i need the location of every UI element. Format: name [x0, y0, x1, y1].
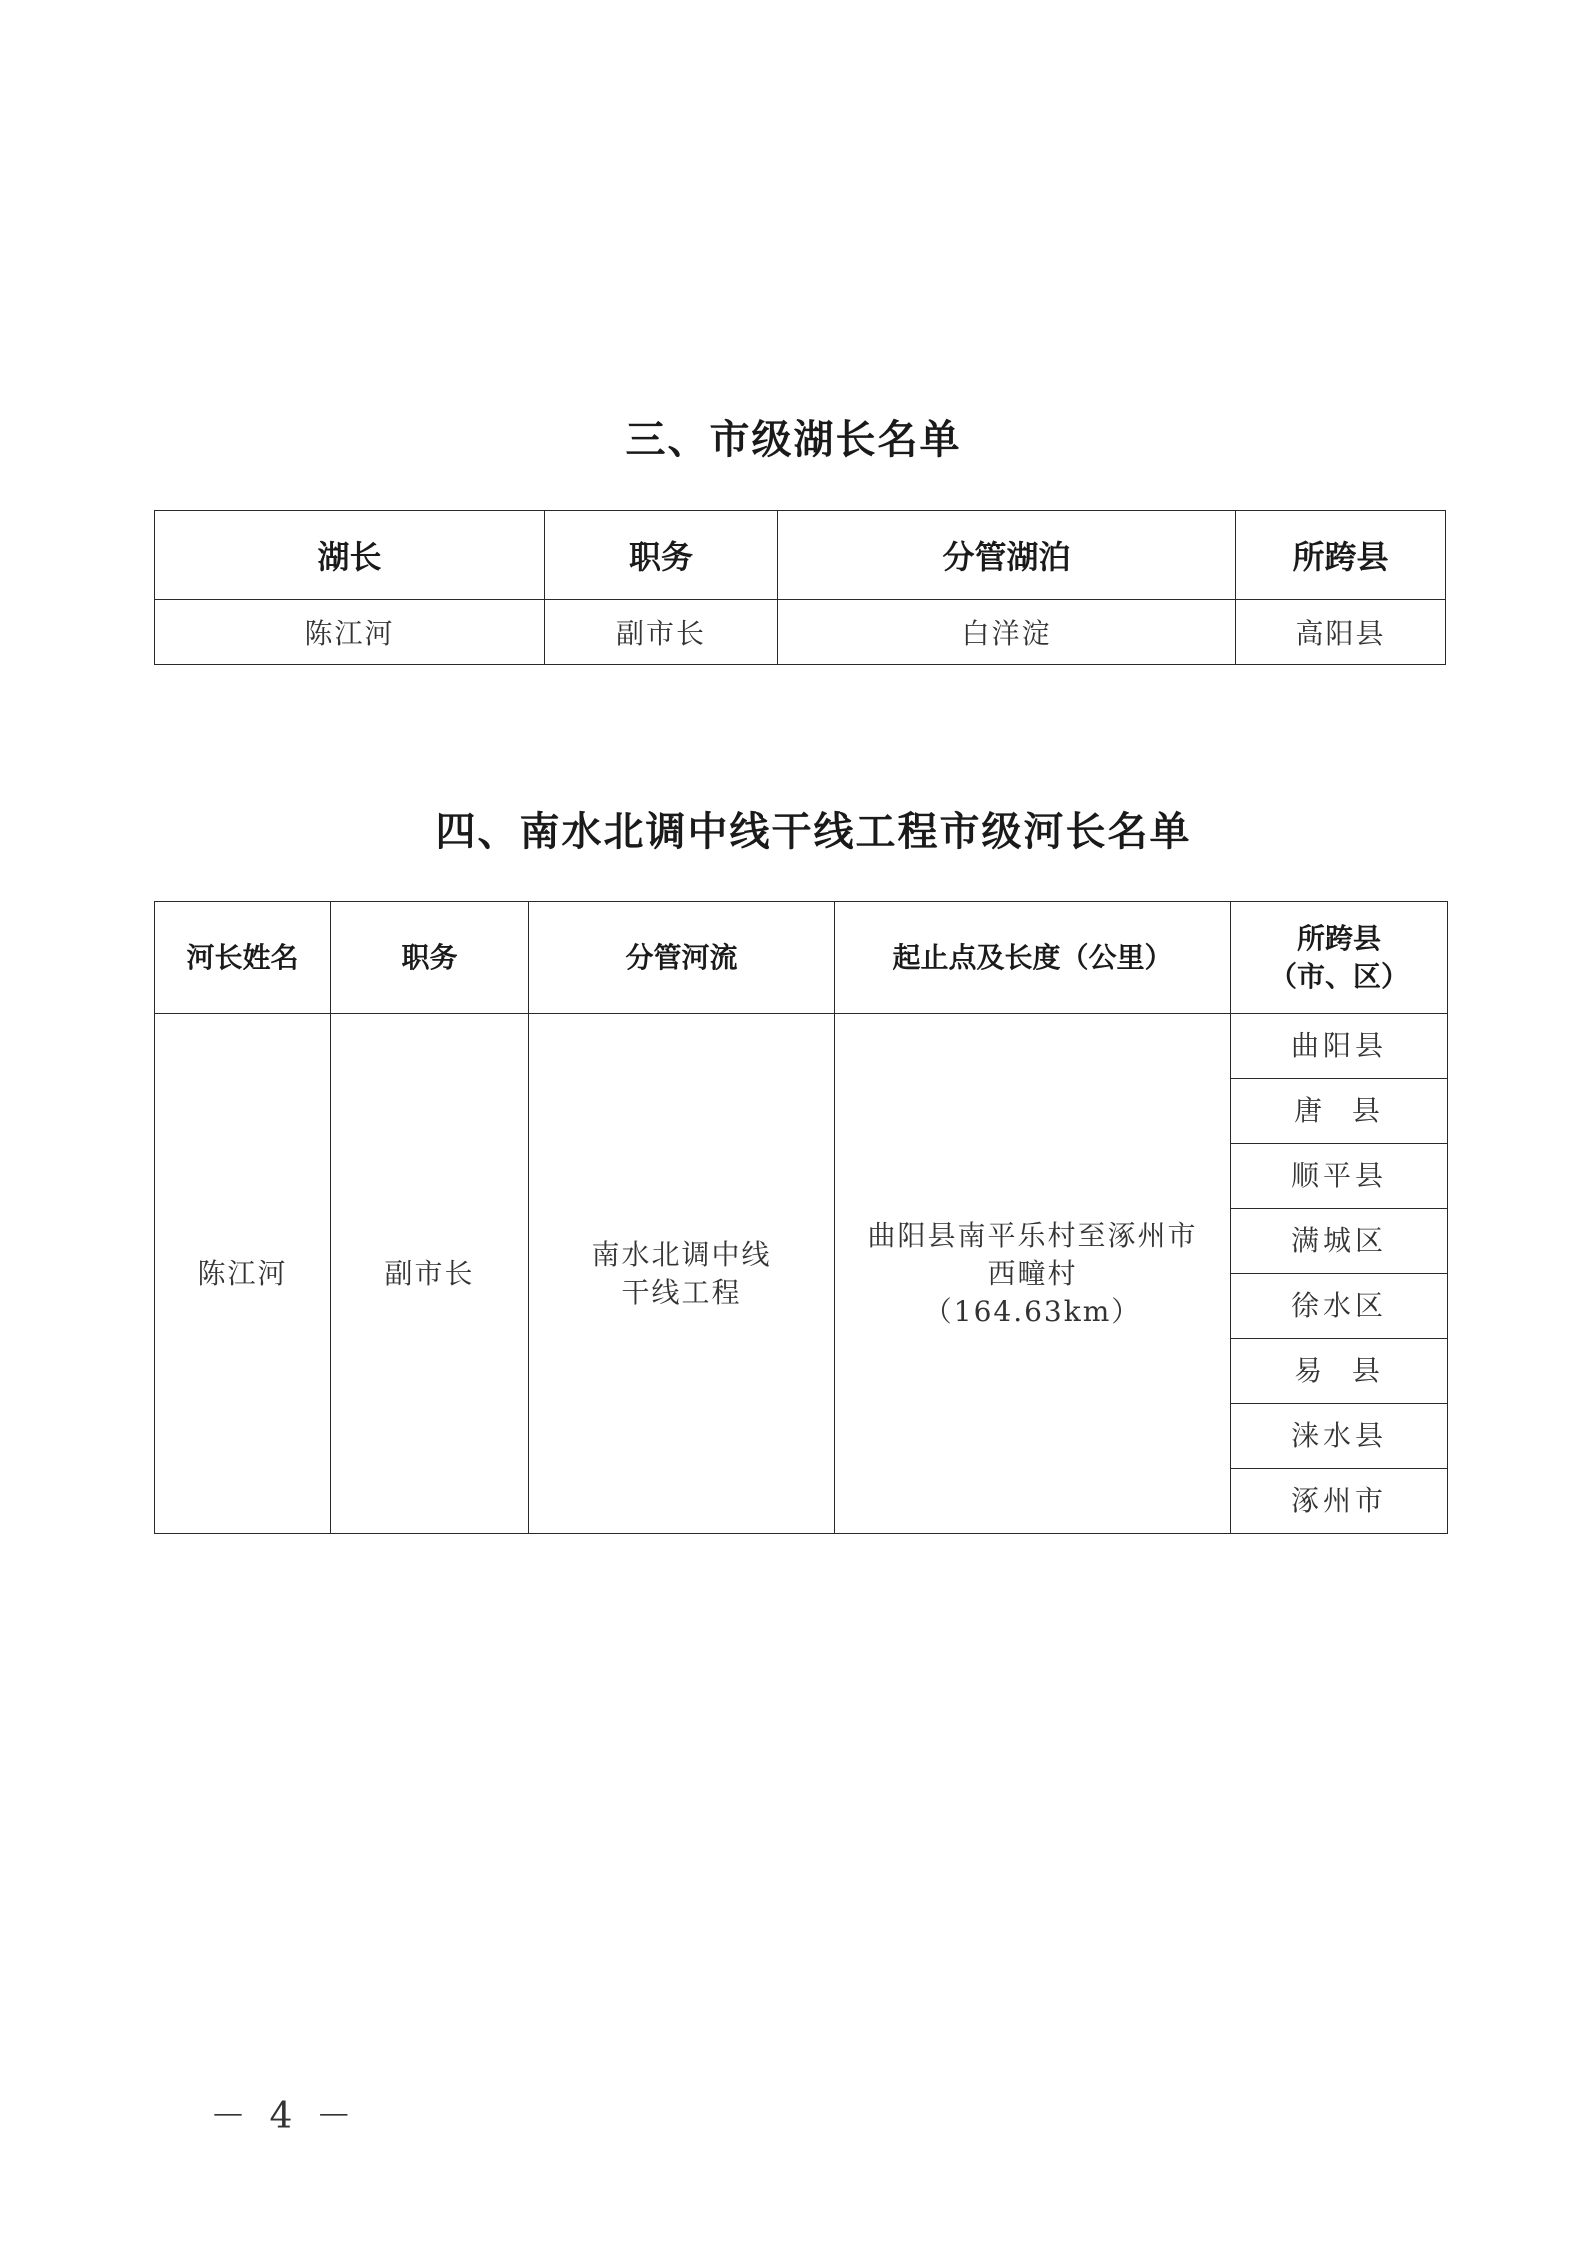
- page-number: － 4 －: [210, 2096, 358, 2137]
- managed-lake: 白洋淀: [778, 600, 1236, 665]
- table-row: [155, 600, 1446, 665]
- county-cell: 满城区: [1231, 1209, 1448, 1274]
- header-managed-lake: 分管湖泊: [778, 511, 1236, 600]
- chief-name: 陈江河: [155, 1014, 331, 1534]
- header-county: 所跨县: [1236, 511, 1446, 600]
- county-cell: 涞水县: [1231, 1404, 1448, 1469]
- managed-river: 南水北调中线 干线工程: [529, 1014, 835, 1534]
- header-managed-river: 分管河流: [529, 902, 835, 1014]
- county-cell: 涿州市: [1231, 1469, 1448, 1534]
- county-cell: 徐水区: [1231, 1274, 1448, 1339]
- header-counties: 所跨县 （市、区）: [1231, 902, 1448, 1014]
- county-cell: 曲阳县: [1231, 1014, 1448, 1079]
- lake-chief-table: [154, 510, 1446, 665]
- county-cell: 顺平县: [1231, 1144, 1448, 1209]
- chief-position: 副市长: [545, 600, 778, 665]
- table-header-row: [155, 511, 1446, 600]
- river-chief-list-title: 四、南水北调中线干线工程市级河长名单: [435, 809, 1192, 855]
- county-cell: 唐 县: [1231, 1079, 1448, 1144]
- start-end-length: 曲阳县南平乐村至涿州市 西疃村 （164.63km）: [835, 1014, 1231, 1534]
- header-position: 职务: [331, 902, 529, 1014]
- lake-chief-list-title: 三、市级湖长名单: [625, 417, 962, 463]
- chief-position: 副市长: [331, 1014, 529, 1534]
- table-row: [155, 1014, 1448, 1079]
- header-start-end-length: 起止点及长度（公里）: [835, 902, 1231, 1014]
- header-lake-chief: 湖长: [155, 511, 545, 600]
- header-river-chief-name: 河长姓名: [155, 902, 331, 1014]
- county-cell: 易 县: [1231, 1339, 1448, 1404]
- county: 高阳县: [1236, 600, 1446, 665]
- river-chief-table: [154, 901, 1448, 1534]
- table-header-row: [155, 902, 1448, 1014]
- chief-name: 陈江河: [155, 600, 545, 665]
- header-position: 职务: [545, 511, 778, 600]
